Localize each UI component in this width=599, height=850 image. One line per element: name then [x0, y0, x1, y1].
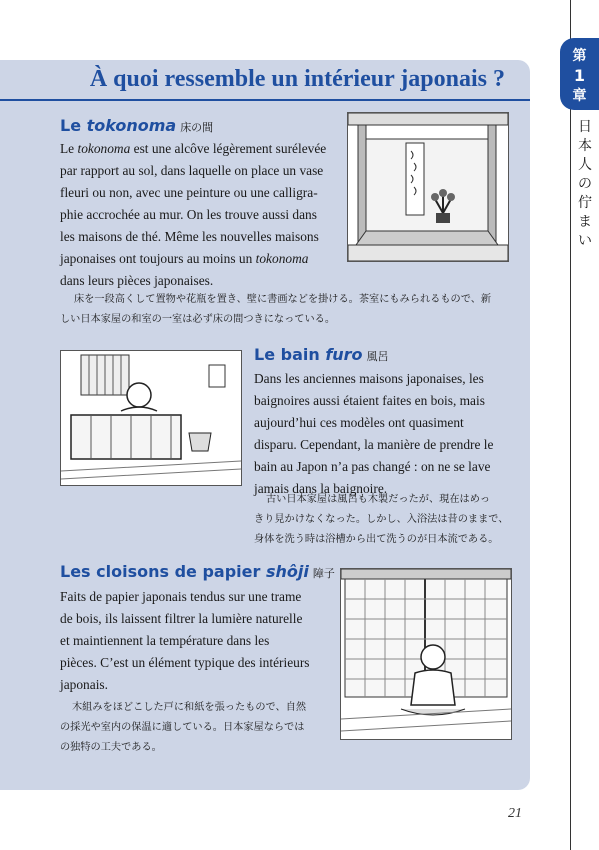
heading-prefix: Le [60, 116, 87, 135]
text-line: phie accrochée au mur. On les trouve aussi dans [60, 207, 317, 222]
text-line: Dans les anciennes maisons japonaises, les [254, 371, 484, 386]
text-line: pièces. C’est un élément typique des intérieurs [60, 655, 310, 670]
shoji-illustration [340, 568, 512, 740]
text-line: 木組みをほどこした戸に和紙を張ったもので、自然 [72, 702, 307, 713]
chapter-vertical-title [571, 118, 599, 251]
shoji-drawing [341, 569, 511, 739]
chapter-number: 1 [573, 66, 586, 85]
chapter-label-top: 第 [572, 48, 587, 64]
text-line: fleuri ou non, avec une peinture ou une calligra- [60, 185, 318, 200]
text-line: の独特の工夫である。 [60, 742, 162, 753]
text-line: par rapport au sol, dans laquelle on place un vase [60, 163, 324, 178]
tokonoma-heading [60, 116, 213, 138]
heading-term: shôji [265, 562, 309, 581]
page-title: À quoi ressemble un intérieur japonais ? [89, 66, 505, 92]
text-line: dans leurs pièces japonaises. [60, 273, 214, 288]
chapter-tab [560, 38, 599, 110]
heading-japanese: 風呂 [366, 350, 389, 363]
vertical-char: 本 [578, 138, 592, 154]
tokonoma-japanese-text [60, 290, 514, 330]
shoji-heading [60, 562, 335, 584]
text-line: japonais. [60, 677, 108, 692]
text-line: きり見かけなくなった。しかし、入浴法は昔のままで、 [254, 514, 509, 525]
text-line: Le tokonoma est une alcôve légèrement surélevée [60, 141, 327, 156]
text-line: Faits de papier japonais tendus sur une trame [60, 589, 302, 604]
text-line: disparu. Cependant, la manière de prendre le [254, 437, 494, 452]
text-line: de bois, ils laissent filtrer la lumière naturelle [60, 611, 303, 626]
furo-japanese-text [254, 490, 514, 550]
vertical-char: 人 [578, 157, 592, 173]
tokonoma-drawing [348, 113, 508, 261]
furo-heading [254, 345, 389, 367]
text-line: aujourd’hui ces modèles ont quasiment [254, 415, 464, 430]
text-line: japonaises ont toujours au moins un tokonoma [60, 251, 309, 266]
text-line: bain au Japon n’a pas changé : on ne se lave [254, 459, 491, 474]
heading-prefix: Le bain [254, 345, 326, 364]
heading-term: tokonoma [86, 116, 177, 135]
tokonoma-illustration [347, 112, 509, 262]
heading-term: furo [325, 345, 363, 364]
text-line: jamais dans la baignoire. [254, 481, 388, 496]
text-line: 古い日本家屋は風呂も木製だったが、現在はめっ [266, 494, 491, 505]
shoji-japanese-text [60, 698, 330, 758]
title-divider [0, 99, 530, 101]
text-line: 床を一段高くして置物や花瓶を置き、壁に書画などを掛ける。茶室にもみられるもので、新 [74, 294, 492, 305]
furo-french-text [254, 368, 506, 500]
text-line: les maisons de thé. Même les nouvelles maisons [60, 229, 319, 244]
vertical-char: 日 [578, 119, 592, 135]
tokonoma-french-text [60, 138, 340, 292]
text-line: の採光や室内の保温に適している。日本家屋ならでは [60, 722, 305, 733]
shoji-french-text [60, 586, 322, 696]
vertical-char: 佇 [578, 195, 592, 211]
page-number: 21 [508, 806, 522, 821]
wooden-bath-illustration [60, 350, 242, 486]
text-line: しい日本家屋の和室の一室は必ず床の間つきになっている。 [60, 314, 336, 325]
chapter-label-bottom: 章 [572, 88, 587, 104]
text-line: et maintiennent la température dans les [60, 633, 270, 648]
heading-japanese: 床の間 [180, 121, 214, 134]
text-line: 身体を洗う時は浴槽から出て洗うのが日本流である。 [254, 534, 499, 545]
heading-prefix: Les cloisons de papier [60, 562, 266, 581]
vertical-char: ま [578, 214, 592, 230]
vertical-char: の [578, 176, 592, 192]
heading-japanese: 障子 [312, 567, 335, 580]
bath-drawing [61, 351, 241, 485]
vertical-char: い [578, 233, 592, 249]
text-line: baignoires aussi étaient faites en bois, mais [254, 393, 485, 408]
